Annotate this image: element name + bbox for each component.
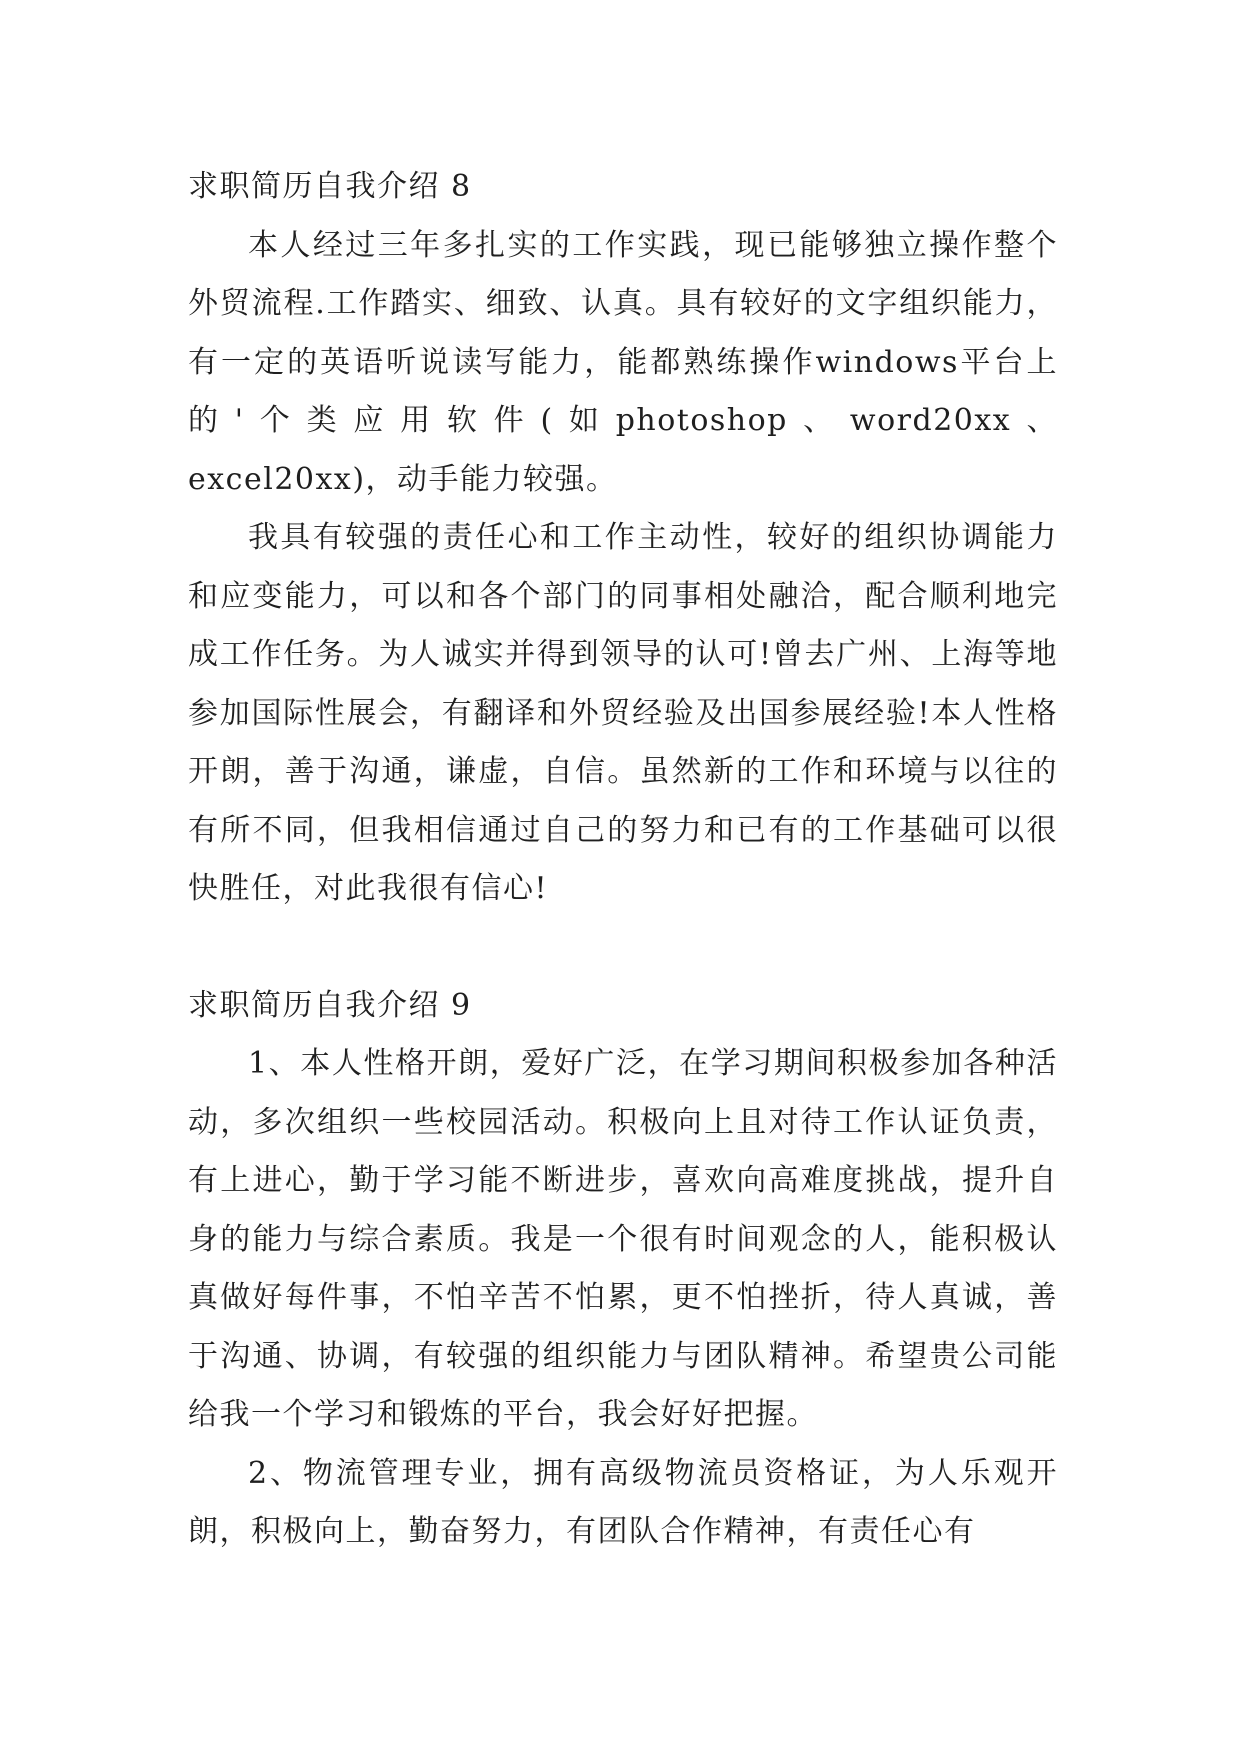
document-body xyxy=(188,158,1058,1562)
paragraph: 我具有较强的责任心和工作主动性，较好的组织协调能力和应变能力，可以和各个部门的同事相处融洽，配合顺利地完成工作任务。为人诚实并得到领导的认可!曾去广州、上海等地参加国际性展会，有翻译和外贸经验及出国参展经验!本人性格开朗，善于沟通，谦虚，自信。虽然新的工作和环境与以往的有所不同，但我相信通过自己的努力和已有的工作基础可以很快胜任，对此我很有信心! xyxy=(188,520,1058,906)
paragraph: 1、本人性格开朗，爱好广泛，在学习期间积极参加各种活动，多次组织一些校园活动。积极向上且对待工作认证负责，有上进心，勤于学习能不断进步，喜欢向高难度挑战，提升自身的能力与综合素质。我是一个很有时间观念的人，能积极认真做好每件事，不怕辛苦不怕累，更不怕挫折，待人真诚，善于沟通、协调，有较强的组织能力与团队精神。希望贵公司能给我一个学习和锻炼的平台，我会好好把握。 xyxy=(188,1046,1058,1432)
section-spacer xyxy=(188,919,1058,977)
paragraph: 本人经过三年多扎实的工作实践，现已能够独立操作整个外贸流程.工作踏实、细致、认真。具有较好的文字组织能力，有一定的英语听说读写能力，能都熟练操作windows平台上的'个类应用软件(如photoshop、word20xx、excel20xx)，动手能力较强。 xyxy=(188,227,1058,497)
paragraph: 2、物流管理专业，拥有高级物流员资格证，为人乐观开朗，积极向上，勤奋努力，有团队合作精神，有责任心有 xyxy=(188,1455,1058,1549)
section-title-8: 求职简历自我介绍 8 xyxy=(188,169,472,204)
section-title-9: 求职简历自我介绍 9 xyxy=(188,987,472,1023)
